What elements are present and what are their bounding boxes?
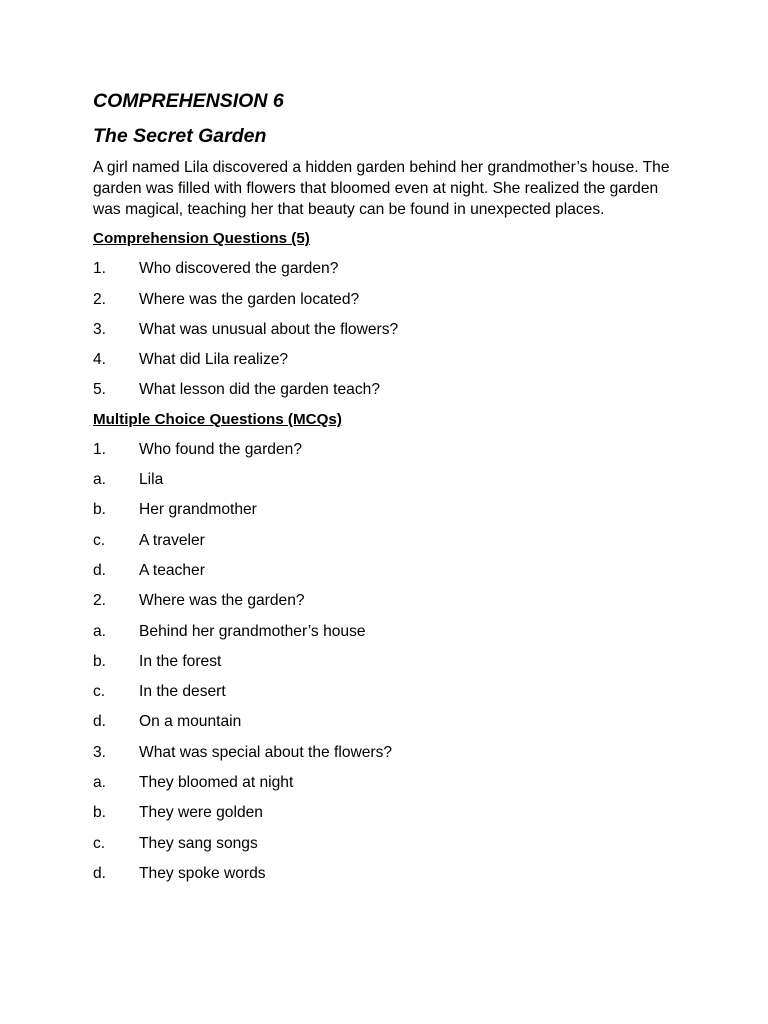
mcq-list <box>93 440 683 885</box>
mcq-text: They spoke words <box>139 864 266 882</box>
question-number: 1. <box>93 260 107 278</box>
comprehension-question-list <box>93 259 683 401</box>
mcq-option <box>93 500 683 520</box>
mcq-option <box>93 864 683 884</box>
mcq-option <box>93 834 683 854</box>
comprehension-question <box>93 350 683 370</box>
mcq-text: They bloomed at night <box>139 774 294 792</box>
mcq-option <box>93 773 683 793</box>
comprehension-heading: Comprehension Questions (5) <box>93 230 310 248</box>
question-number: 2. <box>93 290 107 308</box>
mcq-question <box>93 591 683 611</box>
mcq-marker: d. <box>93 713 107 731</box>
mcq-option <box>93 531 683 551</box>
mcq-option <box>93 652 683 672</box>
mcq-marker: a. <box>93 471 107 489</box>
mcq-text: A teacher <box>139 561 205 579</box>
mcq-text: Her grandmother <box>139 501 257 519</box>
mcq-marker: c. <box>93 531 106 549</box>
mcq-option <box>93 682 683 702</box>
story-title: The Secret Garden <box>93 125 267 147</box>
mcq-option <box>93 470 683 490</box>
mcq-text: Behind her grandmother’s house <box>139 622 366 640</box>
comprehension-question <box>93 290 683 310</box>
mcq-question <box>93 440 683 460</box>
mcq-marker: b. <box>93 501 107 519</box>
mcq-text: Where was the garden? <box>139 592 305 610</box>
mcq-marker: c. <box>93 834 106 852</box>
question-number: 5. <box>93 381 107 399</box>
mcq-marker: c. <box>93 683 106 701</box>
mcq-text: In the desert <box>139 683 226 701</box>
mcq-marker: 3. <box>93 743 107 761</box>
mcq-option <box>93 712 683 732</box>
mcq-text: A traveler <box>139 531 205 549</box>
mcq-text: On a mountain <box>139 713 242 731</box>
question-text: What lesson did the garden teach? <box>139 381 380 399</box>
mcq-option <box>93 561 683 581</box>
document-page <box>93 88 683 884</box>
question-text: Who discovered the garden? <box>139 260 339 278</box>
mcq-marker: 2. <box>93 592 107 610</box>
mcq-text: In the forest <box>139 652 222 670</box>
mcq-option <box>93 803 683 823</box>
mcq-marker: d. <box>93 561 107 579</box>
mcq-text: They sang songs <box>139 834 258 852</box>
reading-passage: A girl named Lila discovered a hidden garden behind her grandmother’s house. The garden was filled with flowers that bloomed even at night. She realized the garden was magical, teaching her that beauty can be found in unexpected places. <box>93 159 670 218</box>
mcq-text: Who found the garden? <box>139 440 302 458</box>
mcq-marker: b. <box>93 804 107 822</box>
comprehension-question <box>93 380 683 400</box>
comprehension-question <box>93 320 683 340</box>
question-number: 3. <box>93 320 107 338</box>
mcq-marker: d. <box>93 864 107 882</box>
mcq-marker: 1. <box>93 440 107 458</box>
mcq-question <box>93 743 683 763</box>
document-title: COMPREHENSION 6 <box>93 90 284 112</box>
mcq-option <box>93 622 683 642</box>
question-number: 4. <box>93 351 107 369</box>
mcq-text: They were golden <box>139 804 263 822</box>
mcq-heading: Multiple Choice Questions (MCQs) <box>93 410 342 428</box>
mcq-marker: a. <box>93 774 107 792</box>
mcq-text: What was special about the flowers? <box>139 743 393 761</box>
mcq-marker: a. <box>93 622 107 640</box>
question-text: What did Lila realize? <box>139 351 289 369</box>
question-text: Where was the garden located? <box>139 290 360 308</box>
mcq-marker: b. <box>93 652 107 670</box>
comprehension-question <box>93 259 683 279</box>
question-text: What was unusual about the flowers? <box>139 320 399 338</box>
mcq-text: Lila <box>139 471 164 489</box>
